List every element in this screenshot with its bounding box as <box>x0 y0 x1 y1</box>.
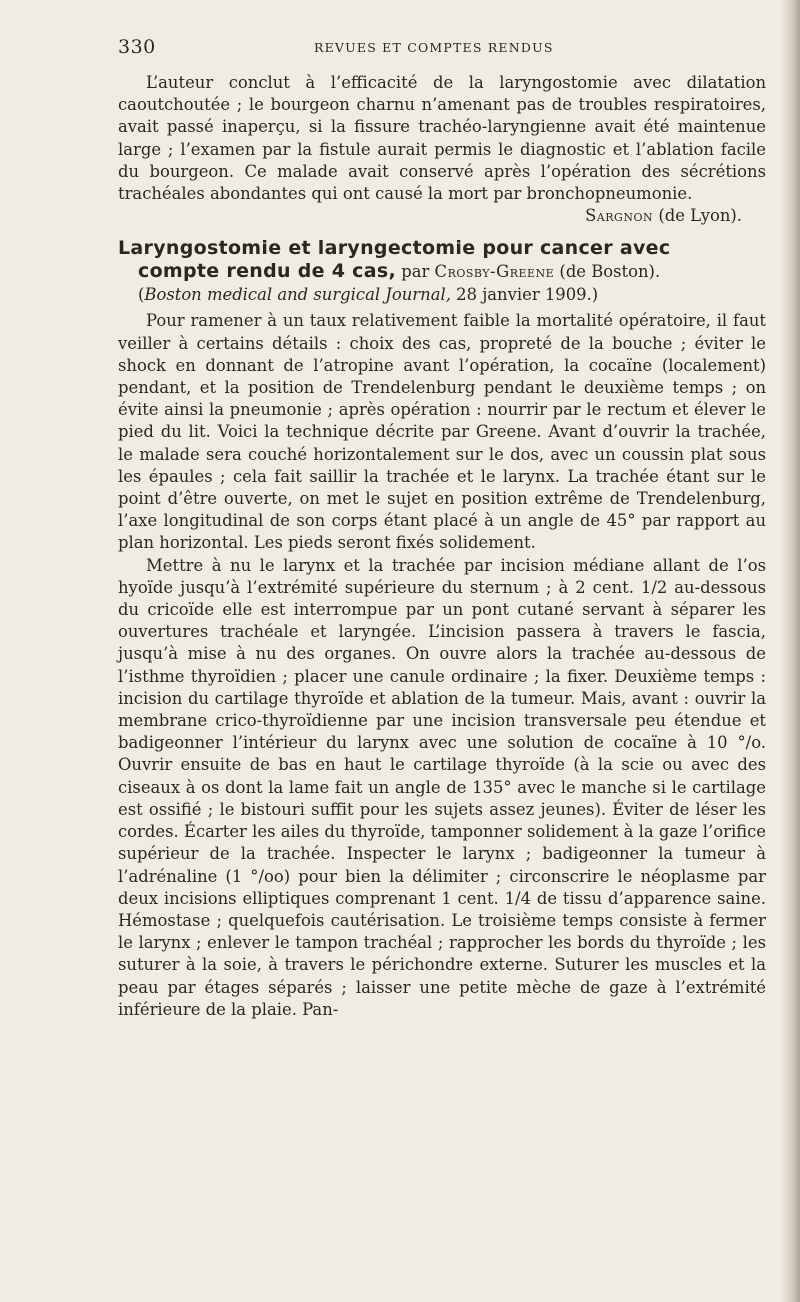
signature-name: Sargnon <box>585 206 654 226</box>
running-head <box>118 30 766 60</box>
article-title-part-1: Laryngostomie et laryngectomie pour cancer avec <box>118 237 671 260</box>
signature-place: (de Lyon). <box>658 206 742 226</box>
running-title: REVUES ET COMPTES RENDUS <box>314 40 554 55</box>
review-signature <box>118 205 766 227</box>
article-by: par <box>401 262 430 282</box>
journal-name: Boston medical and surgical Journal, <box>144 285 451 305</box>
journal-date: 28 janvier 1909.) <box>456 285 599 305</box>
article-heading <box>118 237 766 306</box>
page-number: 330 <box>118 36 156 58</box>
article-title-line-2 <box>118 260 766 283</box>
article-author-place: (de Boston). <box>559 262 661 282</box>
source-open-paren: ( <box>138 285 145 305</box>
article-title-line-1 <box>118 237 766 260</box>
paragraph-conclusion: L’auteur conclut à l’efficacité de la laryngostomie avec dilatation caoutchoutée ; le bourgeon charnu n’amenant pas de troubles respiratoires, avait passé inaperçu, si la fissure trachéo-laryngienne avait été maintenue large ; l’examen par la fistule aurait permis le diagnostic et l’ablation facile du bourgeon. Ce malade avait conservé après l’opération des sécrétions trachéales abondantes qui ont causé la mort par bronchopneumonie. <box>118 73 766 204</box>
paragraph-technique: Mettre à nu le larynx et la trachée par incision médiane allant de l’os hyoïde jusqu’à l’extrémité supérieure du sternum ; à 2 cent. 1/2 au-dessous du cricoïde elle est interrompue par un pont cutané servant à séparer les ouvertures trachéale et laryngée. L’incision passera à travers le fascia, jusqu’à mise à nu des organes. On ouvre alors la trachée au-dessous de l’isthme thyroïdien ; placer une canule ordinaire ; la fixer. Deuxième temps : incision du cartilage thyroïde et ablation de la tumeur. Mais, avant : ouvrir la membrane crico-thyroïdienne par une incision transversale peu étendue et badigeonner l’intérieur du larynx avec une solution de cocaïne à 10 °/o. Ouvrir ensuite de bas en haut le cartilage thyroïde (à la scie ou avec des ciseaux à os dont la lame fait un angle de 135° avec le manche si le cartilage est ossifié ; le bistouri suffit pour les sujets assez jeunes). Éviter de léser les cordes. Écarter les ailes du thyroïde, tamponner solidement à la gaze l’orifice supérieur de la trachée. Inspecter le larynx ; badigeonner la tumeur à l’adrénaline (1 °/oo) pour bien la délimiter ; circonscrire le néoplasme par deux incisions elliptiques comprenant 1 cent. 1/4 de tissu d’apparence saine. Hémostase ; quelquefois cautérisation. Le troisième temps consiste à fermer le larynx ; enlever le tampon trachéal ; rapprocher les bords du thyroïde ; les suturer à la soie, à travers le périchondre externe. Suturer les muscles et la peau par étages séparés ; laisser une petite mèche de gaze à l’extrémité inférieure de la plaie. Pan- <box>118 555 766 1019</box>
paragraph-preparation: Pour ramener à un taux relativement faible la mortalité opératoire, il faut veiller à certains détails : choix des cas, propreté de la bouche ; éviter le shock en donnant de l’atropine avant l’opération, la cocaïne (localement) pendant, et la position de Trendelenburg pendant le deuxième temps ; on évite ainsi la pneumonie ; après opération : nourrir par le rectum et élever le pied du lit. Voici la technique décrite par Greene. Avant d’ouvrir la trachée, le malade sera couché horizontalement sur le dos, avec un coussin plat sous les épaules ; cela fait saillir la trachée et le larynx. La trachée étant sur le point d’être ouverte, on met le sujet en position extrême de Trendelenburg, l’axe longitudinal de son corps étant placé à un angle de 45° par rapport au plan horizontal. Les pieds seront fixés solidement. <box>118 311 766 553</box>
article-title-part-2: compte rendu de 4 cas, <box>138 260 396 283</box>
article-author: Crosby-Greene <box>434 262 555 282</box>
article-source <box>118 283 766 306</box>
page-content <box>118 30 766 1021</box>
